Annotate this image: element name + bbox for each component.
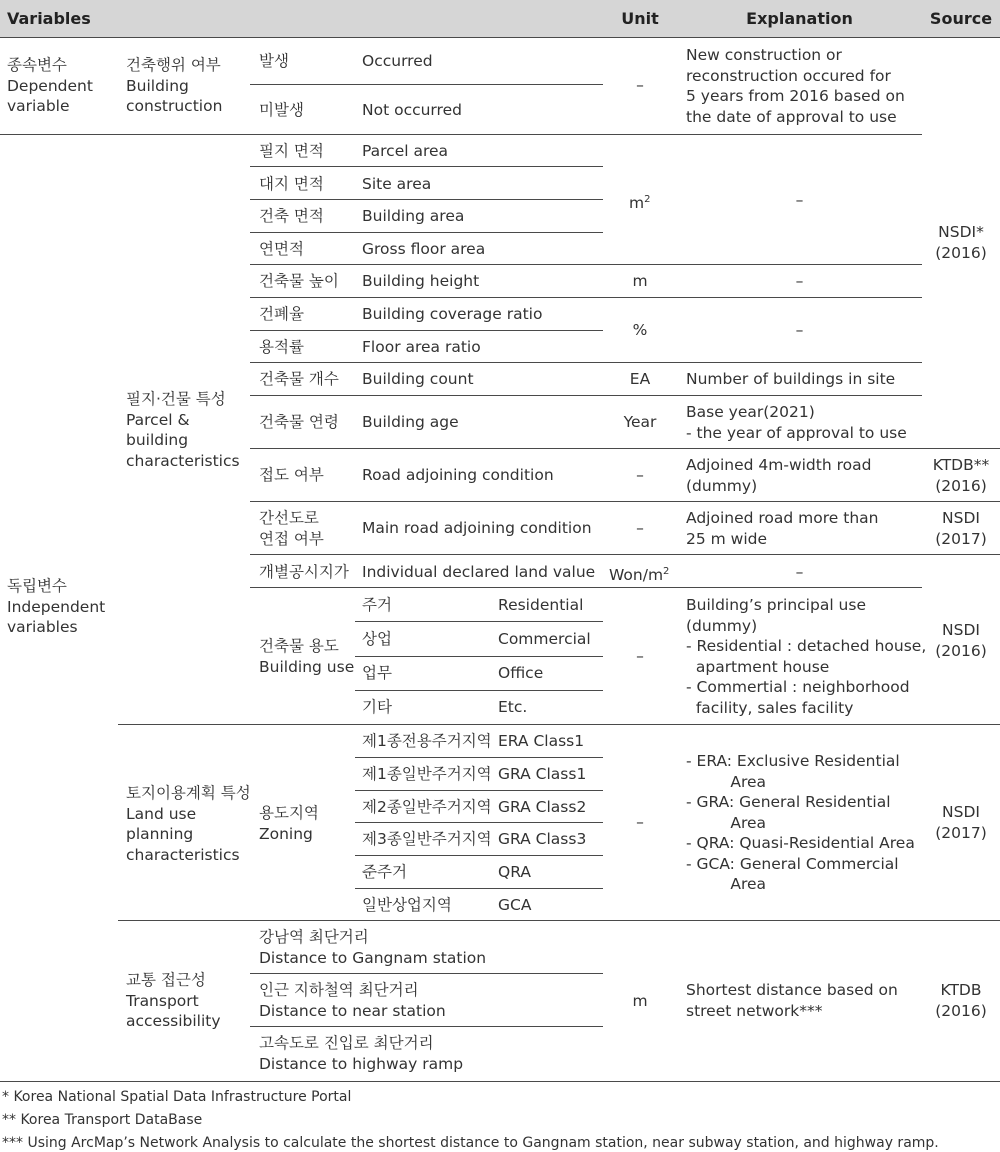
cell-use-etc-en: Etc.: [498, 698, 528, 716]
cell-occurred-ko: 발생: [259, 52, 289, 70]
cell-road-en: Road adjoining condition: [362, 466, 554, 484]
unit-ratio: %: [632, 321, 648, 339]
cell-coverage-en: Building coverage ratio: [362, 305, 543, 323]
source-ktdb-2016: KTDB** (2016): [932, 456, 990, 495]
explanation-age: Base year(2021) - the year of approval to use: [686, 403, 907, 442]
rule: [355, 656, 603, 657]
cell-qra-ko: 준주거: [362, 863, 407, 881]
cell-height-ko: 건축물 높이: [259, 272, 339, 290]
group-zoning: 용도지역 Zoning: [259, 804, 319, 843]
cell-gross-floor-en: Gross floor area: [362, 240, 486, 258]
cell-parcel-area-en: Parcel area: [362, 142, 449, 160]
source-nsdi-2016: NSDI* (2016): [935, 223, 987, 262]
cell-use-res-ko: 주거: [362, 596, 392, 614]
explanation-use: Building’s principal use (dummy) - Residential : detached house, apartment house - Commertial : neighborhood facility, sales facility: [686, 596, 927, 717]
rule: [250, 330, 603, 331]
cell-building-area-en: Building area: [362, 207, 465, 225]
rule: [250, 448, 1000, 449]
rule: [250, 297, 922, 298]
cell-coverage-ko: 건폐율: [259, 305, 304, 323]
cell-gross-floor-ko: 연면적: [259, 240, 304, 258]
unit-mainroad: –: [636, 519, 644, 537]
explanation-count: Number of buildings in site: [686, 370, 896, 388]
explanation-zoning: - ERA: Exclusive Residential Area - GRA: General Residential Area - QRA: Quasi-Residential Area - GCA: General Commercial Area: [686, 752, 915, 893]
rule: [250, 264, 922, 265]
explanation-area: –: [795, 191, 804, 209]
cell-landvalue-ko: 개별공시지가: [259, 563, 349, 581]
header-unit: Unit: [621, 9, 659, 28]
header-variables: Variables: [7, 9, 91, 28]
group-building-construction: 건축행위 여부 Building construction: [126, 56, 223, 115]
cell-gra3-ko: 제3종일반주거지역: [362, 830, 492, 848]
source-nsdi-2017-zoning: NSDI (2017): [935, 803, 987, 842]
cell-use-off-en: Office: [498, 664, 544, 682]
source-nsdi-2016-use: NSDI (2016): [935, 621, 987, 660]
rule: [250, 1026, 603, 1027]
cell-gra1-ko: 제1종일반주거지역: [362, 765, 492, 783]
rule: [250, 166, 603, 167]
rule: [250, 395, 922, 396]
rule: [250, 973, 603, 974]
cell-not-occurred-en: Not occurred: [362, 101, 462, 119]
header-explanation: Explanation: [746, 9, 853, 28]
cell-gca-en: GCA: [498, 896, 532, 914]
cell-count-ko: 건축물 개수: [259, 370, 339, 388]
unit-landvalue: Won/$m^2$: [609, 566, 670, 585]
rule: [0, 134, 922, 135]
cell-use-etc-ko: 기타: [362, 698, 392, 716]
unit-transport: m: [632, 992, 648, 1010]
rule: [250, 84, 603, 85]
cell-gra3-en: GRA Class3: [498, 830, 587, 848]
rule: [355, 757, 603, 758]
cell-era-en: ERA Class1: [498, 732, 585, 750]
rule: [250, 554, 1000, 555]
cell-height-en: Building height: [362, 272, 480, 290]
cell-road-ko: 접도 여부: [259, 466, 324, 484]
cell-count-en: Building count: [362, 370, 474, 388]
unit-area: $m^2$: [629, 194, 651, 213]
cell-far-en: Floor area ratio: [362, 338, 481, 356]
source-nsdi-2017: NSDI (2017): [935, 509, 987, 548]
cell-site-area-ko: 대지 면적: [259, 175, 324, 193]
cell-use-com-en: Commercial: [498, 630, 591, 648]
footnote-nsdi: * Korea National Spatial Data Infrastructure Portal: [2, 1089, 352, 1105]
cell-mainroad-ko: 간선도로 연접 여부: [259, 509, 324, 548]
cell-age-ko: 건축물 연령: [259, 413, 339, 431]
group-land-use: 토지이용계획 특성 Land use planning characteristics: [126, 784, 251, 864]
cell-landvalue-en: Individual declared land value: [362, 563, 596, 581]
unit-construction: –: [636, 76, 644, 94]
rule: [355, 855, 603, 856]
footnote-ktdb: ** Korea Transport DataBase: [2, 1112, 203, 1128]
rule: [355, 822, 603, 823]
cell-near-station: 인근 지하철역 최단거리 Distance to near station: [259, 981, 446, 1020]
cell-gangnam: 강남역 최단거리 Distance to Gangnam station: [259, 928, 487, 967]
cell-site-area-en: Site area: [362, 175, 432, 193]
group-independent: 독립변수 Independent variables: [7, 577, 106, 636]
group-parcel-building: 필지·건물 특성 Parcel & building characteristics: [126, 390, 240, 470]
cell-age-en: Building age: [362, 413, 459, 431]
explanation-height: –: [795, 272, 804, 290]
rule: [0, 1081, 1000, 1082]
explanation-construction: New construction or reconstruction occured for 5 years from 2016 based on the date of approval to use: [686, 46, 905, 126]
unit-use: –: [636, 647, 644, 665]
rule: [355, 790, 603, 791]
group-transport: 교통 접근성 Transport accessibility: [126, 971, 221, 1030]
cell-gra2-ko: 제2종일반주거지역: [362, 798, 492, 816]
group-dependent: 종속변수 Dependent variable: [7, 56, 93, 115]
unit-height: m: [632, 272, 648, 290]
footnote-network: *** Using ArcMap’s Network Analysis to calculate the shortest distance to Gangnam station, near subway station, and highway ramp.: [2, 1135, 939, 1151]
rule: [118, 920, 1000, 921]
rule: [0, 37, 1000, 38]
unit-age: Year: [623, 413, 657, 431]
cell-parcel-area-ko: 필지 면적: [259, 142, 324, 160]
rule: [355, 888, 603, 889]
explanation-ratio: –: [795, 321, 804, 339]
explanation-landvalue: –: [795, 563, 804, 581]
rule: [250, 587, 922, 588]
rule: [118, 724, 1000, 725]
cell-gra2-en: GRA Class2: [498, 798, 587, 816]
rule: [250, 501, 1000, 502]
cell-occurred-en: Occurred: [362, 52, 433, 70]
cell-use-res-en: Residential: [498, 596, 584, 614]
group-building-use: 건축물 용도 Building use: [259, 637, 355, 676]
cell-era-ko: 제1종전용주거지역: [362, 732, 492, 750]
unit-road: –: [636, 466, 644, 484]
cell-mainroad-en: Main road adjoining condition: [362, 519, 592, 537]
rule: [355, 621, 603, 622]
rule: [355, 690, 603, 691]
cell-building-area-ko: 건축 면적: [259, 207, 324, 225]
unit-zoning: –: [636, 813, 644, 831]
cell-use-off-ko: 업무: [362, 664, 392, 682]
cell-gra1-en: GRA Class1: [498, 765, 587, 783]
rule: [250, 362, 922, 363]
header-source: Source: [929, 9, 993, 28]
explanation-road: Adjoined 4m-width road (dummy): [686, 456, 872, 495]
cell-highway: 고속도로 진입로 최단거리 Distance to highway ramp: [259, 1034, 464, 1073]
cell-use-com-ko: 상업: [362, 630, 392, 648]
explanation-transport: Shortest distance based on street network***: [686, 981, 898, 1020]
rule: [250, 199, 603, 200]
rule: [250, 232, 603, 233]
source-ktdb-2016-transport: KTDB (2016): [935, 981, 987, 1020]
unit-count: EA: [629, 370, 651, 388]
cell-gca-ko: 일반상업지역: [362, 896, 452, 914]
explanation-mainroad: Adjoined road more than 25 m wide: [686, 509, 879, 548]
cell-far-ko: 용적률: [259, 338, 304, 356]
cell-not-occurred-ko: 미발생: [259, 101, 304, 119]
cell-qra-en: QRA: [498, 863, 531, 881]
